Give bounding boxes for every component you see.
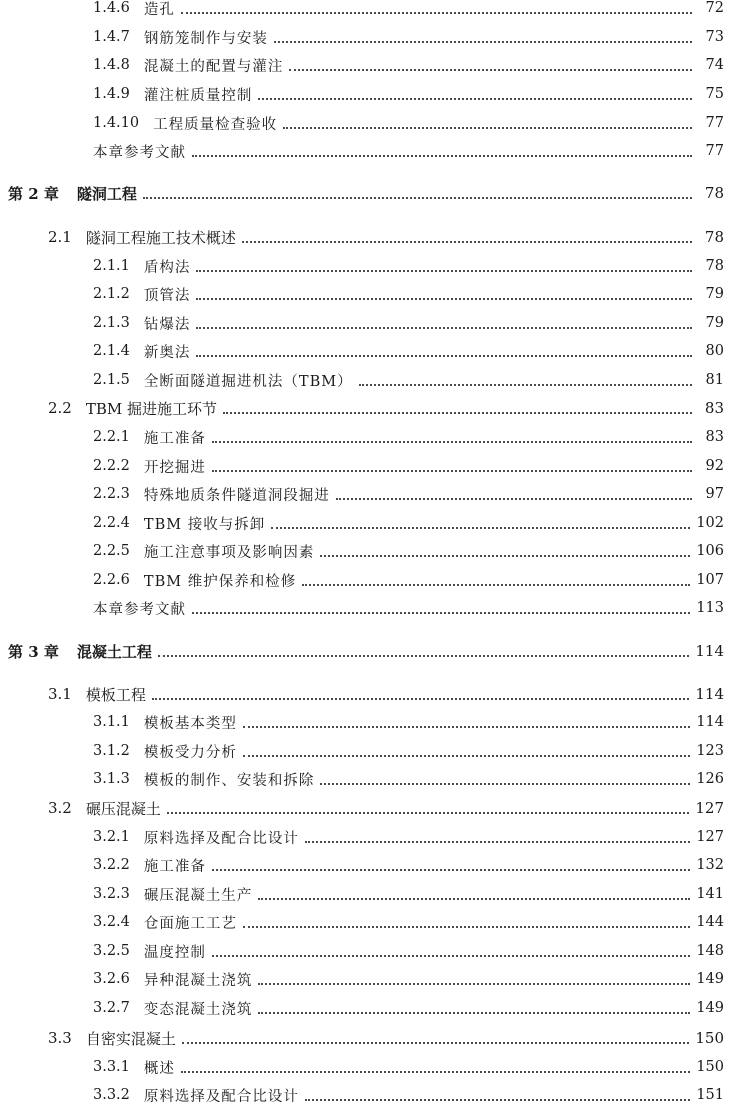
toc-number: 1.4.8	[93, 57, 130, 73]
toc-number: 3.2.3	[93, 886, 130, 902]
toc-section-entry[interactable]	[0, 224, 730, 250]
toc-title: 本章参考文献	[93, 601, 186, 618]
toc-title: 盾构法	[143, 259, 191, 276]
dot-leader	[271, 527, 690, 529]
toc-number: 3.3	[48, 1029, 72, 1047]
toc-number: 2.2.1	[93, 429, 130, 445]
toc-title: 造孔	[143, 1, 175, 18]
toc-number: 3.3.1	[93, 1059, 130, 1075]
toc-title: 工程质量检查验收	[153, 116, 278, 133]
toc-number: 3.1.1	[93, 714, 130, 730]
toc-page-number: 107	[696, 572, 724, 588]
dot-leader	[243, 926, 690, 928]
dot-leader	[196, 355, 692, 357]
toc-entry[interactable]	[0, 0, 730, 21]
toc-title: 原料选择及配合比设计	[143, 830, 299, 847]
toc-number: 2.2.5	[93, 543, 130, 559]
toc-number: 1.4.6	[93, 0, 130, 16]
toc-page-number: 79	[705, 286, 724, 302]
dot-leader	[167, 812, 689, 814]
toc-page-number: 75	[705, 86, 724, 102]
toc-title: 开挖掘进	[143, 459, 206, 476]
toc-number: 3.2.1	[93, 829, 130, 845]
toc-entry[interactable]	[0, 52, 730, 78]
toc-entry[interactable]	[0, 310, 730, 336]
toc-page-number: 132	[696, 857, 724, 873]
dot-leader	[359, 384, 692, 386]
dot-leader	[302, 584, 690, 586]
toc-number: 1.4.10	[93, 115, 140, 131]
toc-page-number: 149	[696, 1000, 724, 1016]
dot-leader	[258, 983, 690, 985]
toc-section-entry[interactable]	[0, 681, 730, 707]
toc-page-number: 150	[695, 1029, 724, 1047]
toc-page-number: 97	[705, 486, 724, 502]
dot-leader	[192, 612, 690, 614]
toc-title: 施工准备	[143, 858, 206, 875]
toc-chapter-title: 混凝土工程	[76, 642, 152, 661]
toc-entry-references[interactable]	[0, 595, 730, 621]
toc-title: TBM 接收与拆卸	[143, 516, 266, 533]
dot-leader	[152, 698, 689, 700]
toc-title: 灌注桩质量控制	[143, 87, 253, 104]
toc-chapter-entry[interactable]	[0, 638, 730, 664]
toc-title: 本章参考文献	[93, 144, 186, 161]
toc-page-number: 126	[696, 771, 724, 787]
toc-number: 2.2.6	[93, 572, 130, 588]
toc-entry[interactable]	[0, 1082, 730, 1108]
dot-leader	[305, 1099, 690, 1101]
toc-section-entry[interactable]	[0, 1025, 730, 1051]
toc-page-number: 77	[705, 143, 724, 159]
toc-entry[interactable]	[0, 881, 730, 907]
toc-number: 2.2.4	[93, 515, 130, 531]
toc-page-number: 127	[696, 829, 724, 845]
toc-entry[interactable]	[0, 367, 730, 393]
dot-leader	[258, 98, 692, 100]
toc-title: 新奥法	[143, 344, 191, 361]
toc-entry[interactable]	[0, 852, 730, 878]
dot-leader	[212, 441, 692, 443]
toc-entry[interactable]	[0, 567, 730, 593]
dot-leader	[181, 12, 692, 14]
toc-number: 2.1.4	[93, 343, 130, 359]
toc-title: 特殊地质条件隧道洞段掘进	[143, 487, 330, 504]
toc-title: 碾压混凝土生产	[143, 887, 253, 904]
dot-leader	[320, 783, 690, 785]
toc-title: 混凝土的配置与灌注	[143, 58, 284, 75]
dot-leader	[283, 127, 692, 129]
toc-page-number: 114	[695, 685, 724, 703]
toc-entry[interactable]	[0, 909, 730, 935]
toc-title: 仓面施工工艺	[143, 915, 237, 932]
toc-page-number: 113	[696, 600, 724, 616]
toc-chapter-number: 第 2 章	[8, 184, 59, 203]
toc-entry[interactable]	[0, 510, 730, 536]
toc-number: 3.2.2	[93, 857, 130, 873]
toc-entry[interactable]	[0, 938, 730, 964]
toc-page-number: 74	[705, 57, 724, 73]
toc-title: 自密实混凝土	[85, 1029, 176, 1048]
dot-leader	[196, 327, 692, 329]
toc-page-number: 127	[695, 799, 724, 817]
toc-page-number: 106	[696, 543, 724, 559]
toc-page-number: 72	[705, 0, 724, 16]
toc-number: 3.1	[48, 685, 72, 703]
toc-number: 3.3.2	[93, 1087, 130, 1103]
toc-title: 模板工程	[85, 685, 146, 704]
toc-number: 3.2.6	[93, 971, 130, 987]
dot-leader	[336, 498, 692, 500]
toc-number: 2.1.5	[93, 372, 130, 388]
toc-title: 隧洞工程施工技术概述	[85, 228, 236, 247]
toc-number: 3.1.2	[93, 743, 130, 759]
toc-entry[interactable]	[0, 709, 730, 735]
toc-number: 3.2.4	[93, 914, 130, 930]
toc-entry[interactable]	[0, 81, 730, 107]
toc-title: 钢筋笼制作与安装	[143, 30, 268, 47]
toc-title: 异种混凝土浇筑	[143, 972, 253, 989]
dot-leader	[196, 270, 692, 272]
toc-number: 2.1.3	[93, 315, 130, 331]
toc-number: 2.1.2	[93, 286, 130, 302]
dot-leader	[223, 412, 692, 414]
dot-leader	[212, 869, 690, 871]
toc-title: 概述	[143, 1060, 175, 1077]
toc-page-number: 148	[696, 943, 724, 959]
toc-entry[interactable]	[0, 338, 730, 364]
toc-entry[interactable]	[0, 766, 730, 792]
toc-number: 3.2	[48, 799, 72, 817]
toc-page-number: 73	[705, 29, 724, 45]
toc-number: 2.1.1	[93, 258, 130, 274]
toc-entry[interactable]	[0, 738, 730, 764]
dot-leader	[289, 69, 692, 71]
toc-page-number: 80	[705, 343, 724, 359]
toc-number: 2.2.2	[93, 458, 130, 474]
toc-title: 钻爆法	[143, 316, 191, 333]
toc-entry[interactable]	[0, 1054, 730, 1080]
toc-entry[interactable]	[0, 453, 730, 479]
toc-title: 模板的制作、安装和拆除	[143, 772, 315, 789]
toc-entry[interactable]	[0, 424, 730, 450]
toc-entry[interactable]	[0, 253, 730, 279]
toc-chapter-entry[interactable]	[0, 180, 730, 206]
toc-page-number: 144	[696, 914, 724, 930]
toc-entry[interactable]	[0, 281, 730, 307]
dot-leader	[212, 470, 692, 472]
toc-entry[interactable]	[0, 24, 730, 50]
toc-chapter-number: 第 3 章	[8, 642, 59, 661]
toc-number: 2.1	[48, 228, 72, 246]
toc-page-number: 83	[705, 429, 724, 445]
toc-entry[interactable]	[0, 966, 730, 992]
toc-title: TBM 掘进施工环节	[85, 399, 218, 418]
toc-page-number: 92	[705, 458, 724, 474]
toc-section-entry[interactable]	[0, 395, 730, 421]
dot-leader	[242, 241, 692, 243]
toc-page-number: 78	[704, 228, 724, 246]
toc-number: 2.2	[48, 399, 72, 417]
dot-leader	[158, 655, 689, 657]
toc-number: 3.1.3	[93, 771, 130, 787]
toc-entry-references[interactable]	[0, 138, 730, 164]
toc-title: 温度控制	[143, 944, 206, 961]
toc-page-number: 77	[705, 115, 724, 131]
toc-number: 1.4.7	[93, 29, 130, 45]
toc-entry[interactable]	[0, 110, 730, 136]
toc-entry[interactable]	[0, 481, 730, 507]
dot-leader	[181, 1071, 690, 1073]
toc-entry[interactable]	[0, 995, 730, 1021]
toc-title: 全断面隧道掘进机法（TBM）	[143, 373, 353, 390]
dot-leader	[192, 155, 692, 157]
toc-section-entry[interactable]	[0, 795, 730, 821]
dot-leader	[258, 898, 690, 900]
toc-page-number: 150	[696, 1059, 724, 1075]
toc-entry[interactable]	[0, 824, 730, 850]
toc-page-number: 141	[696, 886, 724, 902]
toc-title: 顶管法	[143, 287, 191, 304]
dot-leader	[143, 197, 692, 199]
toc-chapter-title: 隧洞工程	[76, 184, 137, 203]
toc-page-number: 149	[696, 971, 724, 987]
dot-leader	[258, 1012, 690, 1014]
dot-leader	[305, 841, 690, 843]
toc-title: 施工注意事项及影响因素	[143, 544, 315, 561]
toc-number: 1.4.9	[93, 86, 130, 102]
dot-leader	[243, 755, 690, 757]
dot-leader	[274, 41, 692, 43]
toc-number: 3.2.5	[93, 943, 130, 959]
toc-title: 变态混凝土浇筑	[143, 1001, 253, 1018]
toc-page-number: 151	[696, 1087, 724, 1103]
toc-page-number: 102	[696, 515, 724, 531]
dot-leader	[320, 555, 690, 557]
dot-leader	[212, 955, 690, 957]
dot-leader	[243, 726, 690, 728]
dot-leader	[182, 1042, 689, 1044]
toc-page-number: 78	[704, 184, 724, 202]
toc-page-number: 83	[704, 399, 724, 417]
toc-number: 2.2.3	[93, 486, 130, 502]
toc-title: TBM 维护保养和检修	[143, 573, 297, 590]
toc-page-number: 123	[696, 743, 724, 759]
toc-page-number: 78	[705, 258, 724, 274]
toc-title: 模板受力分析	[143, 744, 237, 761]
toc-page-number: 81	[705, 372, 724, 388]
toc-entry[interactable]	[0, 538, 730, 564]
toc-title: 碾压混凝土	[85, 799, 161, 818]
toc-title: 模板基本类型	[143, 715, 237, 732]
toc-title: 施工准备	[143, 430, 206, 447]
toc-title: 原料选择及配合比设计	[143, 1088, 299, 1105]
toc-page-number: 79	[705, 315, 724, 331]
dot-leader	[196, 298, 692, 300]
toc-page-number: 114	[695, 642, 724, 660]
toc-number: 3.2.7	[93, 1000, 130, 1016]
toc-page-number: 114	[696, 714, 724, 730]
